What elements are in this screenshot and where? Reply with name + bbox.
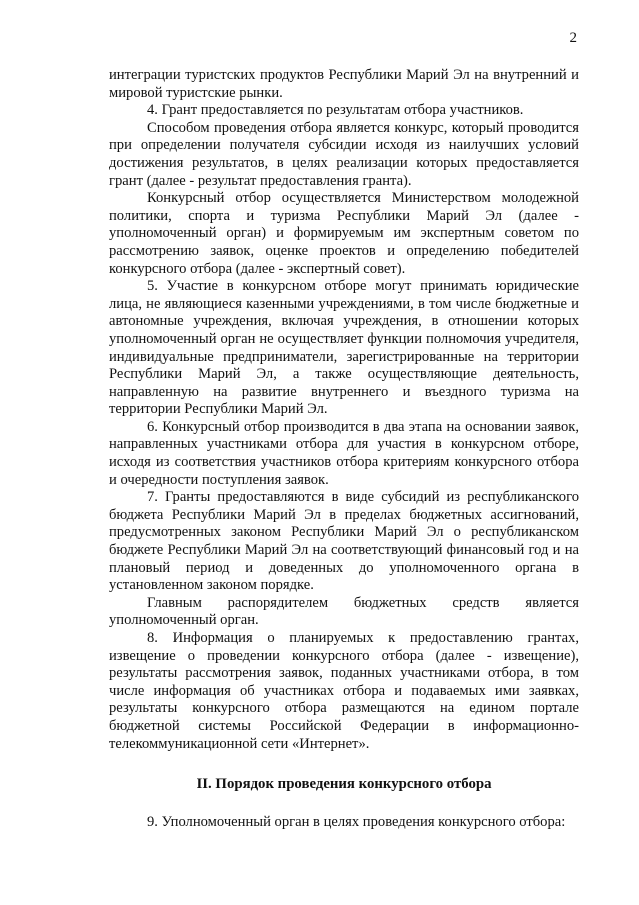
paragraph-item-9: 9. Уполномоченный орган в целях проведения конкурсного отбора: [147, 813, 566, 830]
paragraph-selection-method: Способом проведения отбора является конкурс, который проводится при определении получателя субсидии исходя из наилучших условий достижения результатов, в целях реализации которых предоставляется грант (далее - результат предоставления гранта). [109, 119, 579, 189]
paragraph-selection-body: Конкурсный отбор осуществляется Министерством молодежной политики, спорта и туризма Республики Марий Эл (далее - уполномоченный орган) и формируемым им экспертным советом по рассмотрению заявок, оценке проектов и определению победителей конкурсного отбора (далее - экспертный совет). [109, 190, 579, 277]
paragraph-item-5: 5. Участие в конкурсном отборе могут принимать юридические лица, не являющиеся казенными учреждениями, в том числе бюджетные и автономные учреждения, включая учреждения, в отношении которых уполномоченный орган не осуществляет функции полномочия учредителя, индивидуальные предприниматели, зарегистрированные на территории Республики Марий Эл, а также осуществляющие деятельность, направленную на развитие внутреннего и въездного туризма на территории Республики Марий Эл. [109, 278, 579, 418]
document-body [109, 67, 579, 831]
section-heading: II. Порядок проведения конкурсного отбора [196, 776, 492, 793]
paragraph-continuation: интеграции туристских продуктов Республики Марий Эл на внутренний и мировой туристские рынки. [109, 67, 579, 101]
paragraph-main-manager: Главным распорядителем бюджетных средств является уполномоченный орган. [109, 594, 579, 629]
paragraph-item-8: 8. Информация о планируемых к предоставлению грантах, извещение о проведении конкурсного отбора (далее - извещение), результаты рассмотрения заявок, поданных участниками отбора, в том числе информация об участниках отбора и подаваемых ими заявках, результаты конкурсного отбора размещаются на едином портале бюджетной системы Российской Федерации в информационно-телекоммуникационной сети «Интернет». [109, 630, 579, 752]
paragraph-item-6: 6. Конкурсный отбор производится в два этапа на основании заявок, направленных участниками отбора для участия в конкурсном отборе, исходя из соответствия участников отбора критериям конкурсного отбора и очередности поступления заявок. [109, 418, 579, 488]
page-number: 2 [569, 30, 577, 46]
paragraph-item-4: 4. Грант предоставляется по результатам отбора участников. [147, 102, 524, 119]
paragraph-item-7: 7. Гранты предоставляются в виде субсидий из республиканского бюджета Республики Марий Эл в пределах бюджетных ассигнований, предусмотренных законом Республики Марий Эл о республиканском бюджете Республики Марий Эл на соответствующий финансовый год и на плановый период и доведенных до уполномоченного органа в установленном законом порядке. [109, 489, 579, 594]
